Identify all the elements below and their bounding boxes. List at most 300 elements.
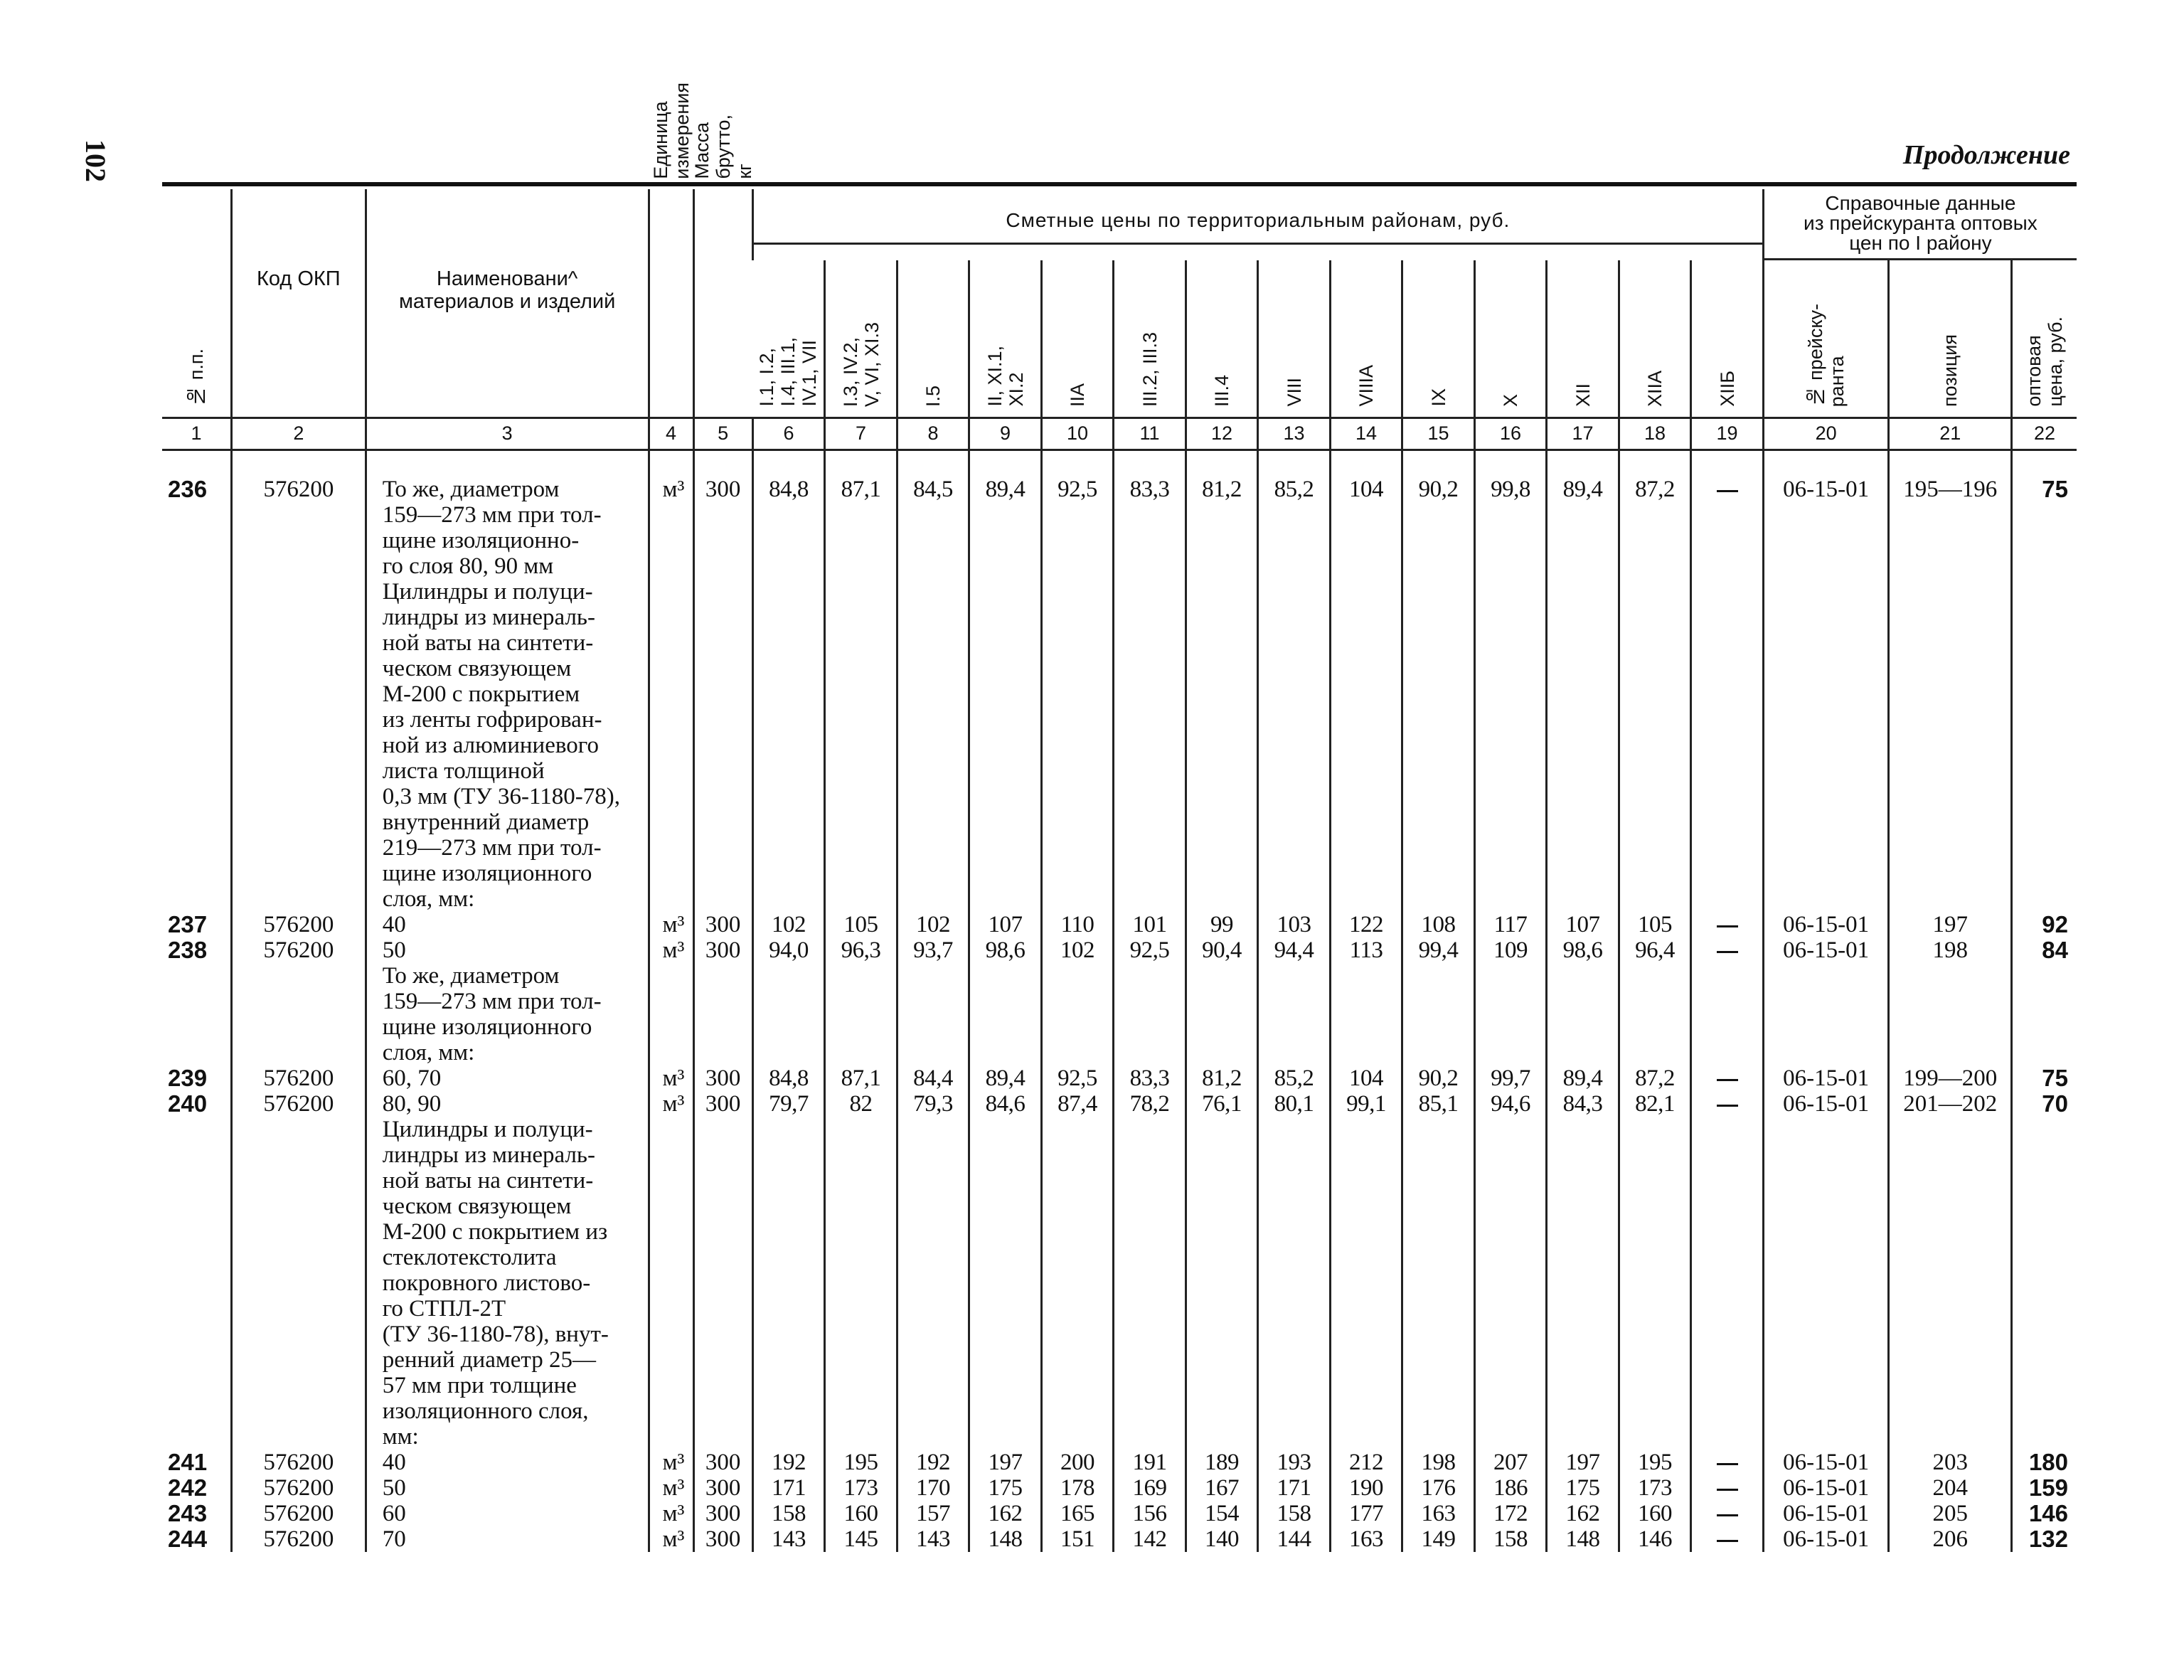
pricelist-number: 06-15-01	[1763, 937, 1889, 963]
empty-cell	[1402, 1424, 1475, 1450]
empty-cell	[2012, 630, 2077, 656]
region-price: 158	[1258, 1501, 1331, 1526]
description-line	[162, 1398, 2077, 1424]
empty-cell	[693, 1296, 752, 1322]
empty-cell	[231, 1245, 366, 1270]
wholesale-price: 92	[2012, 912, 2077, 937]
empty-cell	[1330, 1398, 1402, 1424]
empty-cell	[1547, 1014, 1619, 1040]
empty-cell	[1763, 630, 1889, 656]
empty-cell	[1691, 1168, 1764, 1193]
description-line	[162, 630, 2077, 656]
empty-cell	[825, 784, 897, 809]
empty-cell	[649, 1347, 693, 1373]
dash	[1717, 1514, 1738, 1516]
empty-cell	[1691, 861, 1764, 886]
region-price: 154	[1186, 1501, 1258, 1526]
header-mass: Масса брутто, кг	[693, 189, 752, 418]
empty-cell	[1691, 605, 1764, 630]
empty-cell	[162, 1398, 231, 1424]
empty-cell	[162, 886, 231, 912]
empty-cell	[1763, 835, 1889, 861]
position: 203	[1889, 1450, 2012, 1475]
empty-cell	[825, 1219, 897, 1245]
empty-cell	[825, 1398, 897, 1424]
empty-cell	[969, 1117, 1042, 1142]
empty-cell	[1691, 1014, 1764, 1040]
region-price: 145	[825, 1526, 897, 1552]
empty-cell	[1763, 809, 1889, 835]
region-price: 189	[1186, 1450, 1258, 1475]
empty-cell	[1330, 553, 1402, 579]
empty-cell	[1402, 579, 1475, 605]
empty-cell	[1474, 809, 1547, 835]
region-price: 83,3	[1114, 477, 1186, 502]
header-region-6: III.2, III.3	[1114, 260, 1186, 418]
region-price: 94,4	[1258, 937, 1331, 963]
region-price: 87,2	[1619, 1065, 1691, 1091]
empty-cell	[1402, 528, 1475, 553]
description-text: ческом связующем	[366, 1193, 649, 1219]
empty-cell	[1547, 1219, 1619, 1245]
region-price: 98,6	[969, 937, 1042, 963]
empty-cell	[1186, 835, 1258, 861]
region-price: 172	[1474, 1501, 1547, 1526]
empty-cell	[1186, 605, 1258, 630]
empty-cell	[649, 784, 693, 809]
spacer-cell	[1691, 450, 1764, 477]
table-row	[162, 1065, 2077, 1091]
empty-cell	[1402, 809, 1475, 835]
empty-cell	[1186, 886, 1258, 912]
column-number: 6	[752, 418, 825, 450]
region-price	[1691, 1526, 1764, 1552]
empty-cell	[897, 1142, 969, 1168]
region-price: 81,2	[1186, 1065, 1258, 1091]
wholesale-price: 180	[2012, 1450, 2077, 1475]
column-number: 18	[1619, 418, 1691, 450]
empty-cell	[162, 1168, 231, 1193]
empty-cell	[1186, 1193, 1258, 1219]
empty-cell	[897, 630, 969, 656]
empty-cell	[162, 1142, 231, 1168]
okp-code: 576200	[231, 912, 366, 937]
empty-cell	[1763, 1322, 1889, 1347]
empty-cell	[1114, 963, 1186, 989]
empty-cell	[231, 1424, 366, 1450]
region-price: 81,2	[1186, 477, 1258, 502]
region-price: 105	[1619, 912, 1691, 937]
empty-cell	[1547, 989, 1619, 1014]
region-price	[1691, 912, 1764, 937]
empty-cell	[1889, 1398, 2012, 1424]
empty-cell	[649, 502, 693, 528]
empty-cell	[231, 963, 366, 989]
empty-cell	[825, 1193, 897, 1219]
empty-cell	[1474, 861, 1547, 886]
empty-cell	[969, 861, 1042, 886]
region-price	[1691, 1501, 1764, 1526]
region-price: 212	[1330, 1450, 1402, 1475]
empty-cell	[2012, 1347, 2077, 1373]
empty-cell	[1763, 605, 1889, 630]
empty-cell	[752, 1168, 825, 1193]
region-price: 175	[1547, 1475, 1619, 1501]
spacer-cell	[1114, 450, 1186, 477]
spacer-cell	[231, 450, 366, 477]
header-region-10: IX	[1402, 260, 1475, 418]
empty-cell	[1186, 656, 1258, 681]
empty-cell	[2012, 1398, 2077, 1424]
empty-cell	[1258, 886, 1331, 912]
empty-cell	[897, 886, 969, 912]
spacer-cell	[366, 450, 649, 477]
empty-cell	[1186, 1373, 1258, 1398]
empty-cell	[1547, 733, 1619, 758]
empty-cell	[1547, 1296, 1619, 1322]
spacer-cell	[2012, 450, 2077, 477]
position: 205	[1889, 1501, 2012, 1526]
empty-cell	[1889, 1245, 2012, 1270]
description-text: М-200 с покрытием	[366, 681, 649, 707]
empty-cell	[693, 1168, 752, 1193]
empty-cell	[1041, 707, 1114, 733]
empty-cell	[1474, 835, 1547, 861]
header-region-14: XIIБ	[1691, 260, 1764, 418]
empty-cell	[2012, 579, 2077, 605]
empty-cell	[693, 1424, 752, 1450]
empty-cell	[969, 989, 1042, 1014]
region-price: 108	[1402, 912, 1475, 937]
empty-cell	[1186, 989, 1258, 1014]
empty-cell	[231, 605, 366, 630]
region-price: 148	[1547, 1526, 1619, 1552]
empty-cell	[1619, 989, 1691, 1014]
empty-cell	[825, 835, 897, 861]
description-line	[162, 1322, 2077, 1347]
empty-cell	[1763, 733, 1889, 758]
region-price: 198	[1402, 1450, 1475, 1475]
empty-cell	[2012, 861, 2077, 886]
region-price: 104	[1330, 477, 1402, 502]
empty-cell	[1547, 553, 1619, 579]
region-price: 193	[1258, 1450, 1331, 1475]
empty-cell	[1402, 681, 1475, 707]
empty-cell	[1889, 1117, 2012, 1142]
empty-cell	[1114, 707, 1186, 733]
spacer-cell	[1258, 450, 1331, 477]
description-text: линдры из минераль-	[366, 1142, 649, 1168]
description-text: слоя, мм:	[366, 886, 649, 912]
empty-cell	[825, 1168, 897, 1193]
description-text: внутренний диаметр	[366, 809, 649, 835]
region-price: 89,4	[1547, 1065, 1619, 1091]
empty-cell	[231, 528, 366, 553]
gross-mass: 300	[693, 1450, 752, 1475]
empty-cell	[897, 1398, 969, 1424]
empty-cell	[1763, 579, 1889, 605]
empty-cell	[649, 1040, 693, 1065]
empty-cell	[1114, 1424, 1186, 1450]
spacer-cell	[1619, 450, 1691, 477]
empty-cell	[1547, 1270, 1619, 1296]
region-price: 89,4	[1547, 477, 1619, 502]
description-text: стеклотекстолита	[366, 1245, 649, 1270]
empty-cell	[162, 579, 231, 605]
empty-cell	[1258, 1296, 1331, 1322]
empty-cell	[1330, 1193, 1402, 1219]
empty-cell	[825, 1347, 897, 1373]
gross-mass: 300	[693, 1526, 752, 1552]
empty-cell	[1474, 681, 1547, 707]
region-price: 146	[1619, 1526, 1691, 1552]
empty-cell	[162, 1373, 231, 1398]
region-price: 105	[825, 912, 897, 937]
empty-cell	[649, 1245, 693, 1270]
empty-cell	[897, 989, 969, 1014]
empty-cell	[162, 502, 231, 528]
empty-cell	[897, 733, 969, 758]
empty-cell	[1330, 656, 1402, 681]
description-line	[162, 707, 2077, 733]
empty-cell	[1889, 502, 2012, 528]
empty-cell	[693, 707, 752, 733]
empty-cell	[1619, 528, 1691, 553]
position: 198	[1889, 937, 2012, 963]
empty-cell	[1258, 630, 1331, 656]
region-price: 175	[969, 1475, 1042, 1501]
empty-cell	[1547, 861, 1619, 886]
empty-cell	[825, 579, 897, 605]
empty-cell	[1330, 1270, 1402, 1296]
empty-cell	[752, 630, 825, 656]
empty-cell	[649, 707, 693, 733]
spacer-cell	[1330, 450, 1402, 477]
region-price: 173	[825, 1475, 897, 1501]
column-number: 16	[1474, 418, 1547, 450]
empty-cell	[1763, 1040, 1889, 1065]
empty-cell	[162, 758, 231, 784]
okp-code: 576200	[231, 937, 366, 963]
empty-cell	[2012, 886, 2077, 912]
empty-cell	[1547, 1168, 1619, 1193]
empty-cell	[1691, 1398, 1764, 1424]
empty-cell	[1547, 1347, 1619, 1373]
empty-cell	[1547, 1040, 1619, 1065]
spacer-cell	[162, 450, 231, 477]
empty-cell	[825, 963, 897, 989]
empty-cell	[231, 707, 366, 733]
description-text: листа толщиной	[366, 758, 649, 784]
empty-cell	[969, 1168, 1042, 1193]
spacer-cell	[1402, 450, 1475, 477]
header-pricelist-number: № прейску- ранта	[1763, 260, 1889, 418]
description-line	[162, 1168, 2077, 1193]
region-price: 94,6	[1474, 1091, 1547, 1117]
pricelist-number: 06-15-01	[1763, 477, 1889, 502]
column-number: 10	[1041, 418, 1114, 450]
empty-cell	[1889, 605, 2012, 630]
empty-cell	[1402, 1142, 1475, 1168]
empty-cell	[693, 989, 752, 1014]
empty-cell	[1114, 1347, 1186, 1373]
empty-cell	[693, 809, 752, 835]
header-region-7: III.4	[1186, 260, 1258, 418]
empty-cell	[693, 1270, 752, 1296]
empty-cell	[649, 1142, 693, 1168]
empty-cell	[231, 681, 366, 707]
empty-cell	[1547, 630, 1619, 656]
unit: м³	[649, 1450, 693, 1475]
dash	[1717, 1463, 1738, 1465]
empty-cell	[969, 835, 1042, 861]
empty-cell	[693, 1219, 752, 1245]
empty-cell	[1547, 835, 1619, 861]
empty-cell	[693, 835, 752, 861]
description-line	[162, 861, 2077, 886]
empty-cell	[897, 1117, 969, 1142]
region-price: 149	[1402, 1526, 1475, 1552]
empty-cell	[752, 656, 825, 681]
empty-cell	[693, 681, 752, 707]
region-price: 90,4	[1186, 937, 1258, 963]
empty-cell	[1763, 1014, 1889, 1040]
empty-cell	[231, 989, 366, 1014]
empty-cell	[1691, 1373, 1764, 1398]
unit: м³	[649, 1475, 693, 1501]
empty-cell	[1619, 733, 1691, 758]
column-number: 11	[1114, 418, 1186, 450]
okp-code: 576200	[231, 1475, 366, 1501]
spacer-cell	[1474, 450, 1547, 477]
empty-cell	[752, 1040, 825, 1065]
empty-cell	[1691, 758, 1764, 784]
description-line	[162, 1014, 2077, 1040]
empty-cell	[1258, 707, 1331, 733]
empty-cell	[1691, 1270, 1764, 1296]
empty-cell	[1114, 784, 1186, 809]
empty-cell	[1402, 886, 1475, 912]
header-region-12: XII	[1547, 260, 1619, 418]
empty-cell	[649, 886, 693, 912]
empty-cell	[162, 1245, 231, 1270]
empty-cell	[231, 1142, 366, 1168]
empty-cell	[825, 733, 897, 758]
empty-cell	[825, 630, 897, 656]
region-price	[1691, 477, 1764, 502]
dash	[1717, 925, 1738, 927]
empty-cell	[1763, 784, 1889, 809]
empty-cell	[1258, 1424, 1331, 1450]
empty-cell	[1330, 861, 1402, 886]
item-name: 80, 90	[366, 1091, 649, 1117]
empty-cell	[1547, 758, 1619, 784]
empty-cell	[1474, 989, 1547, 1014]
empty-cell	[1763, 1296, 1889, 1322]
empty-cell	[1186, 1424, 1258, 1450]
dash	[1717, 951, 1738, 953]
empty-cell	[1186, 1040, 1258, 1065]
column-number: 4	[649, 418, 693, 450]
region-price: 107	[1547, 912, 1619, 937]
empty-cell	[1402, 1014, 1475, 1040]
empty-cell	[1402, 1347, 1475, 1373]
empty-cell	[231, 1040, 366, 1065]
empty-cell	[1402, 1296, 1475, 1322]
empty-cell	[969, 963, 1042, 989]
region-price: 113	[1330, 937, 1402, 963]
empty-cell	[897, 1347, 969, 1373]
spacer-cell	[1547, 450, 1619, 477]
empty-cell	[1619, 963, 1691, 989]
empty-cell	[1402, 1322, 1475, 1347]
spacer-cell	[1041, 450, 1114, 477]
empty-cell	[1114, 681, 1186, 707]
empty-cell	[1186, 861, 1258, 886]
empty-cell	[825, 553, 897, 579]
empty-cell	[969, 707, 1042, 733]
region-price: 82	[825, 1091, 897, 1117]
empty-cell	[1041, 656, 1114, 681]
empty-cell	[231, 656, 366, 681]
empty-cell	[1889, 707, 2012, 733]
empty-cell	[649, 1398, 693, 1424]
region-price: 200	[1041, 1450, 1114, 1475]
column-number: 3	[366, 418, 649, 450]
empty-cell	[2012, 835, 2077, 861]
gross-mass: 300	[693, 912, 752, 937]
empty-cell	[752, 809, 825, 835]
empty-cell	[649, 963, 693, 989]
region-price: 94,0	[752, 937, 825, 963]
empty-cell	[1691, 1322, 1764, 1347]
empty-cell	[1258, 963, 1331, 989]
empty-cell	[752, 758, 825, 784]
region-price: 102	[752, 912, 825, 937]
empty-cell	[825, 707, 897, 733]
empty-cell	[1114, 1398, 1186, 1424]
empty-cell	[1330, 758, 1402, 784]
empty-cell	[1619, 1168, 1691, 1193]
empty-cell	[969, 502, 1042, 528]
header-wholesale-price: оптовая цена, руб.	[2012, 260, 2077, 418]
empty-cell	[1330, 579, 1402, 605]
empty-cell	[1547, 784, 1619, 809]
empty-cell	[1402, 963, 1475, 989]
empty-cell	[969, 605, 1042, 630]
region-price: 160	[1619, 1501, 1691, 1526]
region-price: 87,1	[825, 477, 897, 502]
empty-cell	[1619, 1193, 1691, 1219]
empty-cell	[1474, 1219, 1547, 1245]
empty-cell	[1402, 989, 1475, 1014]
empty-cell	[1547, 1424, 1619, 1450]
empty-cell	[1619, 579, 1691, 605]
empty-cell	[897, 1322, 969, 1347]
description-line	[162, 579, 2077, 605]
description-line	[162, 1219, 2077, 1245]
unit: м³	[649, 912, 693, 937]
empty-cell	[649, 861, 693, 886]
empty-cell	[1330, 681, 1402, 707]
empty-cell	[1619, 1296, 1691, 1322]
empty-cell	[231, 1117, 366, 1142]
empty-cell	[231, 1373, 366, 1398]
empty-cell	[1330, 1142, 1402, 1168]
empty-cell	[1041, 835, 1114, 861]
description-text: ческом связующем	[366, 656, 649, 681]
empty-cell	[1619, 809, 1691, 835]
